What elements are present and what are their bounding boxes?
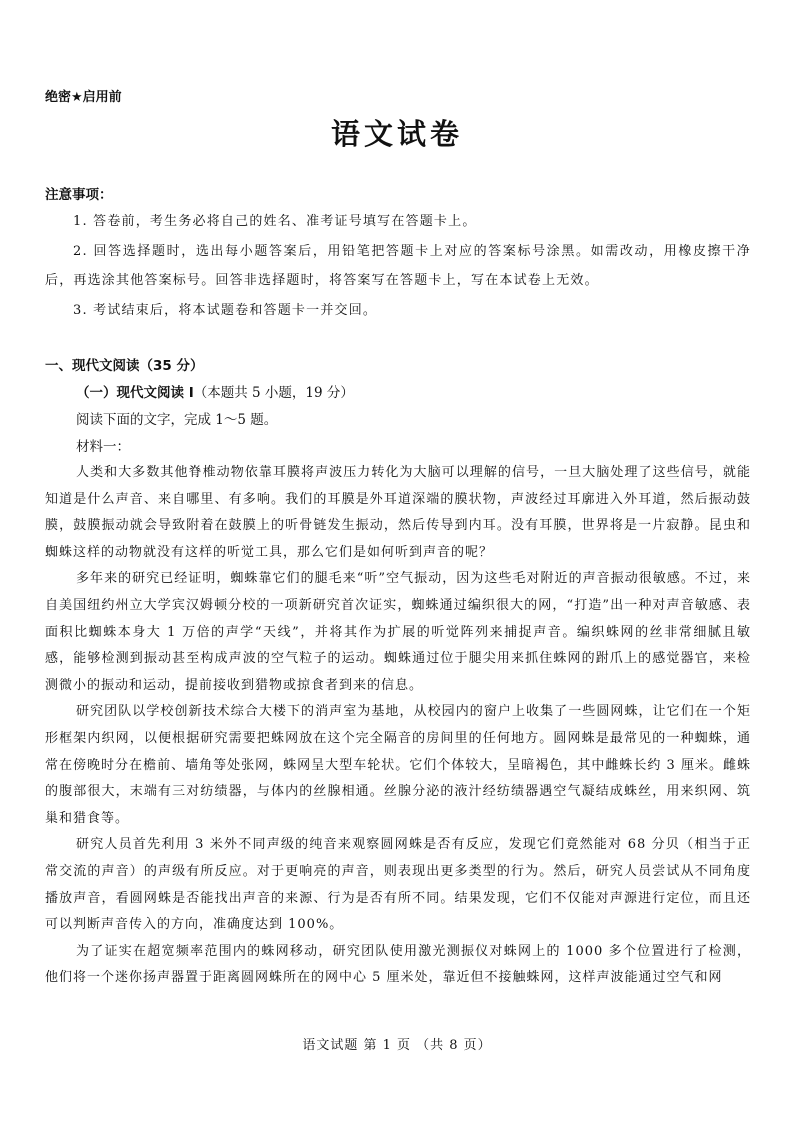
confidential-mark: 绝密★启用前 — [45, 90, 122, 105]
paragraph: 多年来的研究已经证明，蜘蛛靠它们的腿毛来“听”空气振动，因为这些毛对附近的声音振动很敏感。不过，来自美国纽约州立大学宾汉姆顿分校的一项新研究首次证实，蜘蛛通过编织很大的网，“打造”出一种对声音敏感、表面积比蜘蛛本身大 1 万倍的声学“天线”，并将其作为扩展的听觉阵列来捕捉声音。编织蛛网的丝非常细腻且敏感，能够检测到振动甚至构成声波的空气粒子的运动。蜘蛛通过位于腿尖用来抓住蛛网的跗爪上的感觉器官，来检测微小的振动和运动，提前接收到猎物或掠食者到来的信息。 — [45, 571, 751, 693]
notice-item: 2. 回答选择题时，选出每小题答案后，用铅笔把答题卡上对应的答案标号涂黑。如需改动，用橡皮擦干净后，再选涂其他答案标号。回答非选择题时，将答案写在答题卡上，写在本试卷上无效。 — [45, 243, 751, 288]
sub-section-heading — [76, 381, 354, 401]
paragraph: 研究团队以学校创新技术综合大楼下的消声室为基地，从校园内的窗户上收集了一些圆网蛛，让它们在一个矩形框架内织网，以便根据研究需要把蛛网放在这个完全隔音的房间里的任何地方。圆网蛛是最常见的一种蜘蛛，通常在傍晚时分在檐前、墙角等处张网，蛛网呈大型车轮状。它们个体较大，呈暗褐色，其中雌蛛长约 3 厘米。雌蛛的腹部很大，末端有三对纺绩器，与体内的丝腺相通。丝腺分泌的液汁经纺绩器遇空气凝结成蛛丝，用来织网、筑巢和猎食等。 — [45, 704, 751, 826]
page-title: 语文试卷 — [330, 117, 463, 151]
reading-instruction: 阅读下面的文字，完成 1～5 题。 — [76, 412, 278, 428]
notice-item: 1. 答卷前，考生务必将自己的姓名、准考证号填写在答题卡上。 — [73, 214, 477, 229]
sub-section-title: （一）现代文阅读 I — [76, 385, 194, 401]
section-heading: 一、现代文阅读（35 分） — [45, 358, 204, 374]
material-body — [45, 460, 751, 992]
notice-item: 3. 考试结束后，将本试题卷和答题卡一并交回。 — [73, 302, 378, 318]
paragraph: 研究人员首先利用 3 米外不同声级的纯音来观察圆网蛛是否有反应，发现它们竟然能对 68 分贝（相当于正常交流的声音）的声级有所反应。对于更响亮的声音，则表现出更多类型的行为。然后，研究人员尝试从不同角度播放声音，看圆网蛛是否能找出声音的来源、行为是否有所不同。结果发现，它们不仅能对声源进行定位，而且还可以判断声音传入的方向，准确度达到 100%。 — [45, 837, 751, 933]
notice-list — [45, 207, 751, 325]
notice-heading: 注意事项： — [45, 187, 113, 203]
page-footer: 语文试题 第 1 页 （共 8 页） — [302, 1038, 492, 1053]
paragraph: 为了证实在超宽频率范围内的蛛网移动，研究团队使用激光测振仪对蛛网上的 1000 多个位置进行了检测，他们将一个迷你扬声器置于距离圆网蛛所在的网中心 5 厘米处，靠近但不接触蛛网，这样声波能通过空气和网 — [45, 943, 751, 986]
sub-section-score: （本题共 5 小题，19 分） — [193, 385, 354, 401]
material-label: 材料一： — [76, 439, 130, 455]
paragraph: 人类和大多数其他脊椎动物依靠耳膜将声波压力转化为大脑可以理解的信号，一旦大脑处理了这些信号，就能知道是什么声音、来自哪里、有多响。我们的耳膜是外耳道深端的膜状物，声波经过耳廓进入外耳道，然后振动鼓膜，鼓膜振动就会导致附着在鼓膜上的听骨链发生振动，然后传导到内耳。没有耳膜，世界将是一片寂静。昆虫和蜘蛛这样的动物就没有这样的听觉工具，那么它们是如何听到声音的呢？ — [45, 465, 751, 560]
